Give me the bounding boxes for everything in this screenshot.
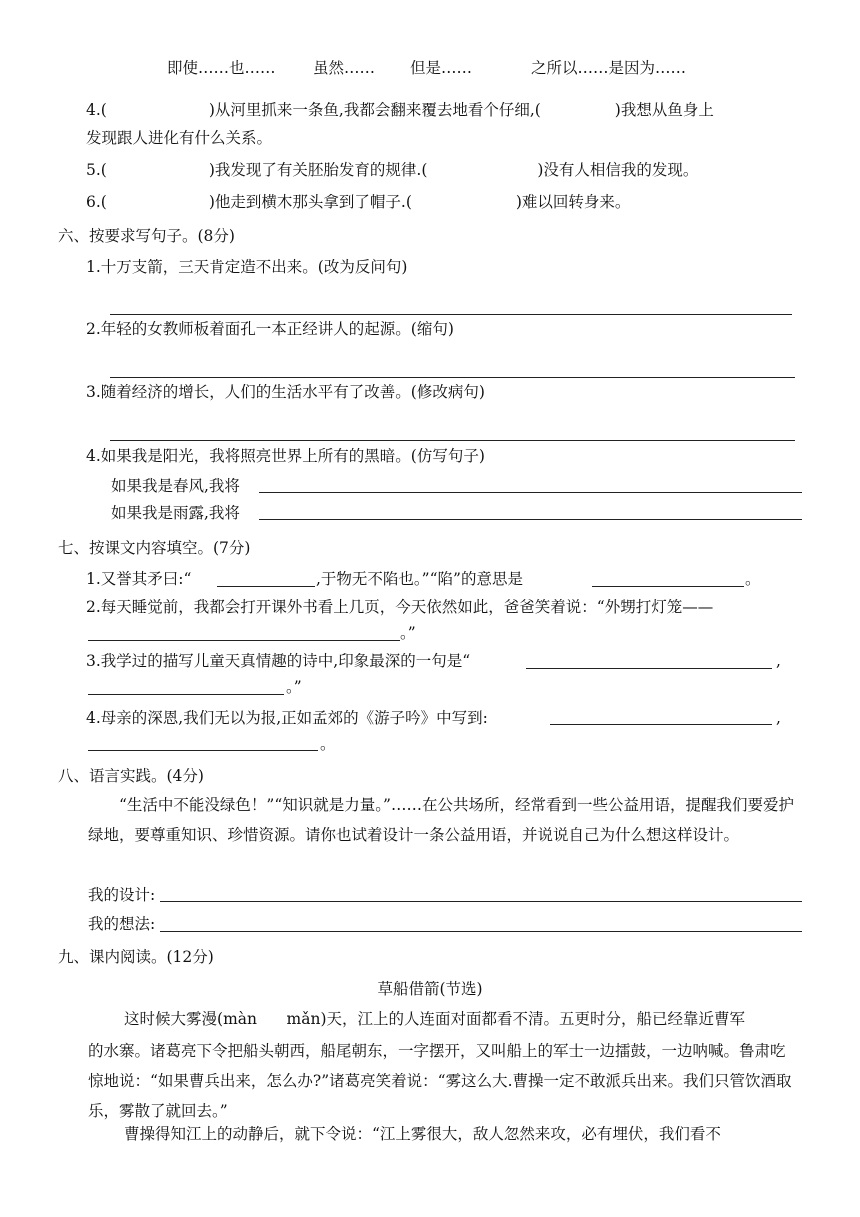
- s7-q1-text-c: 。: [745, 570, 761, 588]
- section-9-heading: 九、课内阅读。(12分): [58, 948, 214, 966]
- section-8-heading: 八、语言实践。(4分): [58, 767, 204, 785]
- s7-q3-blank-1[interactable]: [526, 668, 772, 669]
- s7-q4-blank-1[interactable]: [550, 724, 772, 725]
- imitate-line-2[interactable]: [259, 519, 802, 520]
- s7-q1-text-a: 1.又誉其矛曰:“: [86, 570, 192, 588]
- s6-question-4: 4.如果我是阳光，我将照亮世界上所有的黑暗。(仿写句子): [86, 447, 485, 465]
- idea-label: 我的想法:: [88, 915, 156, 933]
- section-7-heading: 七、按课文内容填空。(7分): [58, 539, 251, 557]
- s6-answer-line-2[interactable]: [110, 377, 795, 378]
- s7-q1-text-b: ,于物无不陷也。”“陷”的意思是: [316, 570, 523, 588]
- imitate-prompt-1: 如果我是春风,我将: [111, 477, 240, 495]
- s6-answer-line-3[interactable]: [110, 440, 795, 441]
- s7-q4-text-a: 4.母亲的深恩,我们无以为报,正如孟郊的《游子吟》中写到:: [86, 709, 488, 727]
- section-6-heading: 六、按要求写句子。(8分): [58, 227, 235, 245]
- pinyin-choice[interactable]: (màn mǎn): [217, 1010, 327, 1028]
- item-6-text: )他走到横木那头拿到了帽子.(: [208, 193, 412, 211]
- fill-item-5: [86, 163, 698, 179]
- fill-item-6: [86, 195, 630, 211]
- passage-p1-a: 这时候大雾漫: [124, 1010, 218, 1028]
- s6-question-2: 2.年轻的女教师板着面孔一本正经讲人的起源。(缩句): [86, 320, 454, 338]
- s7-q4-blank-2[interactable]: [88, 750, 318, 751]
- item-4-text: )从河里抓来一条鱼,我都会翻来覆去地看个仔细,(: [208, 101, 541, 119]
- passage-p2: 曹操得知江上的动静后，就下令说：“江上雾很大，敌人忽然来攻，必有埋伏，我们看不: [124, 1125, 721, 1143]
- fill-item-4: [86, 103, 714, 119]
- s7-q3-text-c: 。”: [286, 678, 302, 696]
- item-5-text: )我发现了有关胚胎发育的规律.(: [208, 161, 428, 179]
- imitate-line-1[interactable]: [259, 492, 802, 493]
- s6-question-3: 3.随着经济的增长，人们的生活水平有了改善。(修改病句): [86, 383, 485, 401]
- passage-title: 草船借箭(节选): [377, 980, 483, 998]
- design-label: 我的设计:: [88, 886, 156, 904]
- s7-q2-text-a: 2.每天睡觉前，我都会打开课外书看上几页，今天依然如此，爸爸笑着说：“外甥打灯笼——: [86, 598, 714, 616]
- s7-q1-blank-1[interactable]: [217, 586, 315, 587]
- s7-q3-text-b: ,: [776, 652, 781, 670]
- connective-1: 即使……也……: [167, 59, 276, 77]
- imitate-prompt-2: 如果我是雨露,我将: [111, 504, 240, 522]
- item-4-text-end: )我想从鱼身上: [614, 101, 714, 119]
- s7-q1-blank-2[interactable]: [592, 586, 744, 587]
- passage-p1-b: 天，江上的人连面对面都看不清。五更时分，船已经靠近曹军: [326, 1010, 746, 1028]
- idea-answer-line[interactable]: [160, 931, 802, 932]
- passage-p1-rest: 的水寨。诸葛亮下令把船头朝西，船尾朝东，一字摆开，又叫船上的军士一边擂鼓，一边呐喊。鲁肃吃惊地说：“如果曹兵出来，怎么办?”诸葛亮笑着说：“雾这么大.曹操一定不敢派兵出来。我们只管饮酒取乐，雾散了就回去。”: [88, 1042, 792, 1120]
- s7-q3-blank-2[interactable]: [88, 694, 284, 695]
- item-6-number: 6.(: [86, 193, 107, 211]
- item-6-text-end: )难以回转身来。: [515, 193, 631, 211]
- s6-answer-line-1[interactable]: [110, 314, 792, 315]
- design-answer-line[interactable]: [160, 901, 802, 902]
- s7-q2-blank[interactable]: [88, 640, 400, 641]
- s8-paragraph: “生活中不能没绿色！”“知识就是力量。”……在公共场所，经常看到一些公益用语，提醒我们要爱护绿地，要尊重知识、珍惜资源。请你也试着设计一条公益用语，并说说自己为什么想这样设计。: [88, 796, 794, 844]
- s6-question-1: 1.十万支箭，三天肯定造不出来。(改为反问句): [86, 258, 408, 276]
- connective-3: 但是……: [410, 59, 473, 77]
- s7-q4-text-b: ,: [776, 709, 781, 727]
- connective-4: 之所以……是因为……: [531, 59, 687, 77]
- passage-p1-start: [124, 1012, 745, 1028]
- item-4-number: 4.(: [86, 101, 107, 119]
- item-4-continuation: 发现跟人进化有什么关系。: [86, 129, 273, 147]
- connective-2: 虽然……: [313, 59, 376, 77]
- s7-q3-text-a: 3.我学过的描写儿童天真情趣的诗中,印象最深的一句是“: [86, 652, 471, 670]
- item-5-number: 5.(: [86, 161, 107, 179]
- item-5-text-end: )没有人相信我的发现。: [537, 161, 699, 179]
- s7-q4-text-c: 。: [320, 735, 336, 753]
- s7-q2-text-b: 。”: [400, 624, 416, 642]
